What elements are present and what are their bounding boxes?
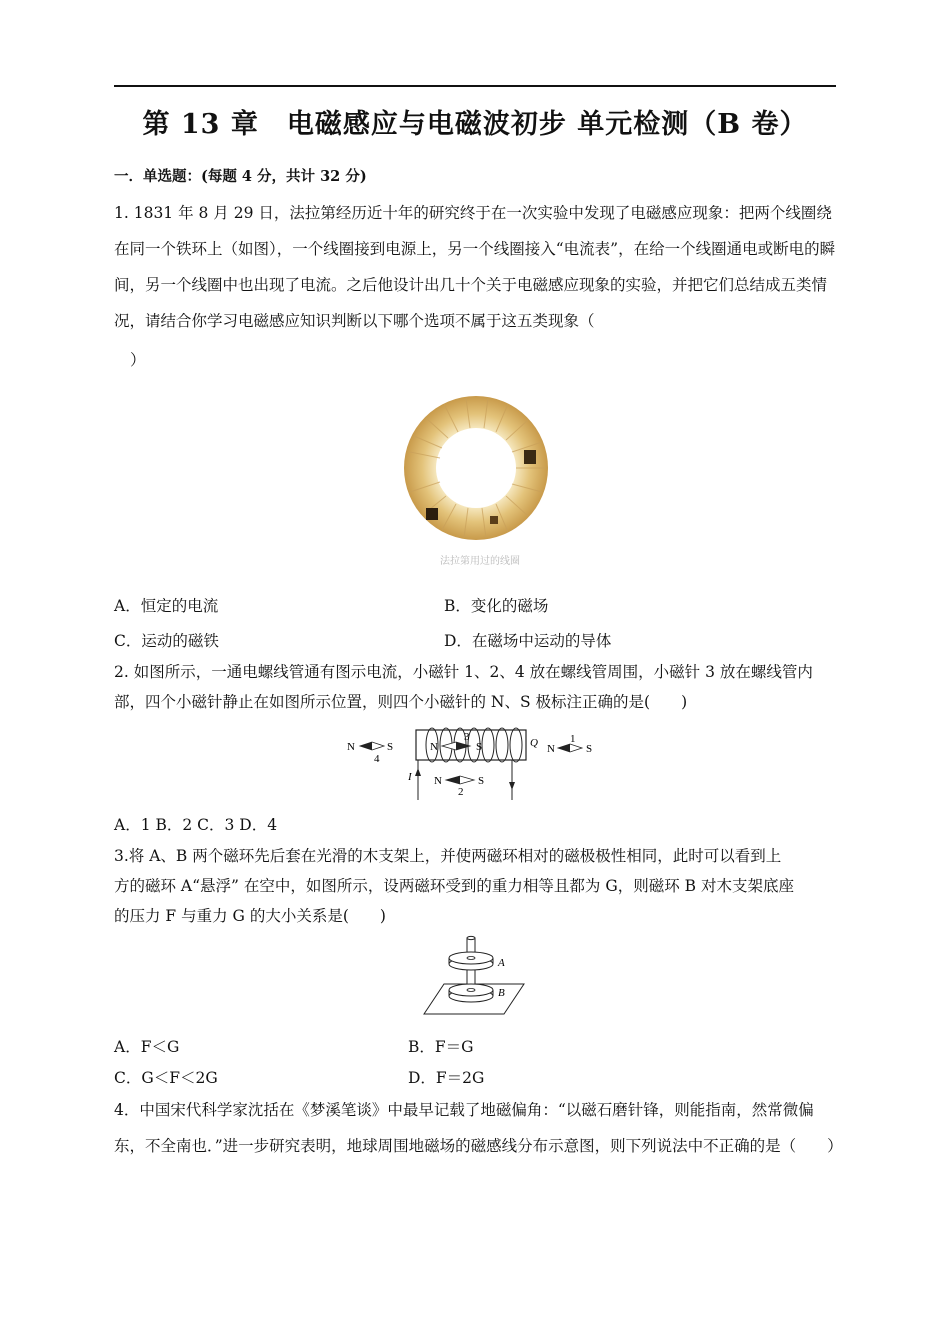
needle-1-n-label: N [547,743,555,755]
ring-terminal [524,450,536,464]
ring-mark [426,508,438,520]
needle-4-number: 4 [374,753,380,765]
q3-option-c: C．G＜F＜2G [114,1069,218,1087]
needle-2-dark-half [446,776,460,784]
current-label: I [408,771,412,783]
question-3-line-1: 3.将 A、B 两个磁环先后套在光滑的木支架上，并使两磁环相对的磁极极性相同，此时可以看到上 [114,847,782,865]
q1-option-b: B．变化的磁场 [444,597,549,615]
top-rule [114,85,836,87]
needle-4-north-half [360,742,372,750]
q1-option-a: A．恒定的电流 [114,597,219,615]
magnet-ring-diagram [420,934,532,1020]
q3-option-a: A．F＜G [114,1038,180,1056]
q3-option-d: D．F＝2G [408,1069,485,1087]
needle-1-number: 1 [570,733,576,745]
ring-mark [490,516,498,524]
question-3-line-2: 方的磁环 A“悬浮” 在空中，如图所示，设两磁环受到的重力相等且都为 G，则磁环 B 对木支架底座 [114,877,794,895]
section-heading: 一．单选题：(每题 4 分，共计 32 分) [114,168,367,185]
needle-3-s-label: S [476,741,483,753]
question-3-line-3: 的压力 F 与重力 G 的大小关系是( ) [114,907,386,925]
current-arrow [415,768,421,776]
ring-hole [436,428,516,508]
needle-1-s-label: S [586,743,593,755]
q2-options: A．1 B．2 C．3 D．4 [114,816,278,834]
question-1-text: 1. 1831 年 8 月 29 日，法拉第经历近十年的研究终于在一次实验中发现了电磁感应现象：把两个线圈绕在同一个铁环上（如图），一个线圈接到电源上，另一个线圈接入“电流表”，在给一个线圈通电或断电的瞬间，另一个线圈中也出现了电流。之后他设计出几十个关于电磁感应现象的实验，并把它们总结成五类情况，请结合你学习电磁感应知识判断以下哪个选项不属于这五类现象（ [114,204,836,330]
magnet-ring-figure [420,934,532,1020]
q1-option-c: C．运动的磁铁 [114,632,219,650]
question-2-text: 2. 如图所示，一通电螺线管通有图示电流，小磁针 1、2、4 放在螺线管周围，小磁针 3 放在螺线管内部，四个小磁针静止在如图所示位置，则四个小磁针的 N、S 极标注正确的是( ) [114,663,813,711]
figure-caption: 法拉第用过的线圈 [440,556,520,567]
q1-option-d: D．在磁场中运动的导体 [444,632,612,650]
solenoid-figure [344,724,606,802]
needle-4-s-label: S [387,741,394,753]
q3-option-b: B．F＝G [408,1038,474,1056]
needle-3-number: 3 [464,731,470,743]
needle-4-n-label: N [347,741,355,753]
ring-a-label: A [498,957,505,969]
needle-2-n-label: N [434,775,442,787]
faraday-ring-figure [396,392,556,544]
needle-3-n-label: N [430,741,438,753]
needle-1-dark-half [558,744,570,752]
question-4-text: 4．中国宋代科学家沈括在《梦溪笔谈》中最早记载了地磁偏角：“以磁石磨针锋，则能指南，然常微偏东，不全南也．”进一步研究表明，地球周围地磁场的磁感线分布示意图，则下列说法中不正确的是（ ） [114,1101,843,1155]
q-label: Q [530,737,538,749]
ring-b-label: B [498,987,505,999]
question-1-paren: ） [130,351,146,369]
faraday-ring-image [396,392,556,544]
current-arrow [509,782,515,790]
solenoid-diagram [344,724,606,802]
page-title: 第 13 章 电磁感应与电磁波初步 单元检测（B 卷） [142,109,808,140]
needle-2-number: 2 [458,786,464,798]
needle-2-s-label: S [478,775,485,787]
